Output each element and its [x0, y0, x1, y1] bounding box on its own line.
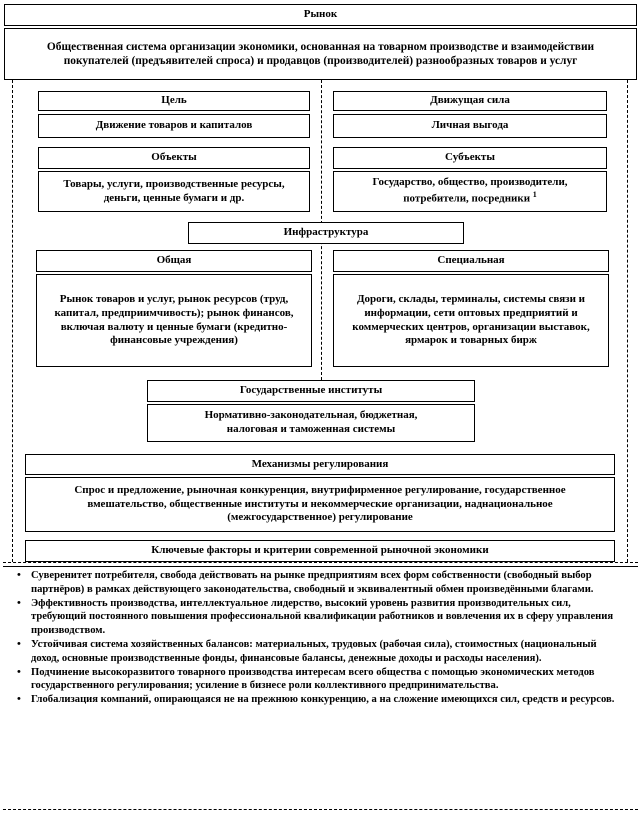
frame-left-line	[12, 80, 13, 562]
state-institutions-text-box	[147, 404, 475, 442]
general-title-box	[36, 250, 312, 272]
infrastructure-title-box	[188, 222, 464, 244]
key-factors-title: Ключевые факторы и критерии современной рыночной экономики	[151, 544, 489, 557]
regulation-text: Спрос и предложение, рыночная конкуренция, внутрифирменное регулирование, государственное вмешательство, общественные институты и некоммерческие организации, наднациональное (межгосударственное) регулирование	[74, 483, 566, 524]
general-text: Рынок товаров и услуг, рынок ресурсов (труд, капитал, предприимчивость); рынок финансов, включая валюту и ценные бумаги (кредитно-финансовые учреждения)	[54, 293, 294, 347]
key-factor-item: • Подчинение высокоразвитого товарного производства интересам всего общества с помощью экономических методов государственного регулирования; усиление в бизнесе роли коллективного предпринимательства.	[9, 666, 620, 694]
state-institutions-title: Государственные институты	[239, 384, 383, 397]
key-factor-item: • Эффективность производства, интеллектуальное лидерство, высокий уровень развития производительных сил, требующий постоянного повышения профессиональной квалификации работников и вовлечения их в сферу управления производством.	[9, 597, 620, 638]
subjects-title: Субъекты	[445, 151, 495, 164]
key-factor-item: • Суверенитет потребителя, свобода действовать на рынке предприятиям всех форм собственности (свободный выбор партнёров) в рамках действующего законодательства, свободный и эквивалентный обмен произведёнными благами.	[9, 569, 620, 597]
goal-text-box	[38, 114, 310, 138]
regulation-text-box	[25, 477, 615, 532]
infrastructure-title: Инфраструктура	[283, 226, 369, 239]
key-factor-item: • Устойчивая система хозяйственных балансов: материальных, трудовых (рабочая сила), стоимостных (национальный доход, основные производственные фонды, финансовые балансы, денежные доходы и расходы населения).	[9, 638, 620, 666]
market-title-box	[4, 4, 637, 26]
general-text-box	[36, 274, 312, 367]
key-factors-list	[3, 566, 638, 810]
goal-title-box	[38, 91, 310, 111]
frame-right-line	[627, 80, 628, 562]
state-institutions-text: Нормативно-законодательная, бюджетная, налоговая и таможенная системы	[204, 409, 418, 435]
market-definition: Общественная система организации экономики, основанная на товарном производстве и взаимодействии покупателей (предъявителей спроса) и продавцов (производителей) разнообразных товаров и услуг	[46, 40, 595, 67]
goal-title: Цель	[161, 94, 187, 107]
subjects-footnote: 1	[532, 190, 537, 200]
key-factors-title-box	[25, 540, 615, 562]
subjects-text: Государство, общество, производители, потребители, посредники	[372, 176, 568, 205]
factors-bottom-line	[3, 562, 638, 563]
market-title: Рынок	[303, 8, 338, 21]
special-title-box	[333, 250, 609, 272]
goal-text: Движение товаров и капиталов	[95, 119, 253, 132]
driving-force-title-box	[333, 91, 607, 111]
driving-force-title: Движущая сила	[430, 94, 510, 107]
objects-text: Товары, услуги, производственные ресурсы, деньги, ценные бумаги и др.	[63, 177, 285, 204]
key-factor-item: • Глобализация компаний, опирающаяся не на прежнюю конкуренцию, а на сложение имеющихся сил, средств и ресурсов.	[9, 693, 620, 707]
market-definition-box	[4, 28, 637, 80]
objects-title-box	[38, 147, 310, 169]
subjects-title-box	[333, 147, 607, 169]
subjects-text-box	[333, 171, 607, 212]
regulation-title: Механизмы регулирования	[251, 457, 389, 470]
general-title: Общая	[156, 254, 192, 267]
subjects-text-wrap	[344, 176, 596, 206]
driving-force-text-box	[333, 114, 607, 138]
special-text-box	[333, 274, 609, 367]
state-institutions-title-box	[147, 380, 475, 402]
special-text: Дороги, склады, терминалы, системы связи и информации, сети оптовых предприятий и коммерческих центров, организации выставок, ярмарок и товарных бирж	[352, 293, 590, 347]
regulation-title-box	[25, 454, 615, 475]
special-title: Специальная	[437, 254, 505, 267]
objects-text-box	[38, 171, 310, 212]
driving-force-text: Личная выгода	[431, 119, 509, 132]
objects-title: Объекты	[151, 151, 197, 164]
